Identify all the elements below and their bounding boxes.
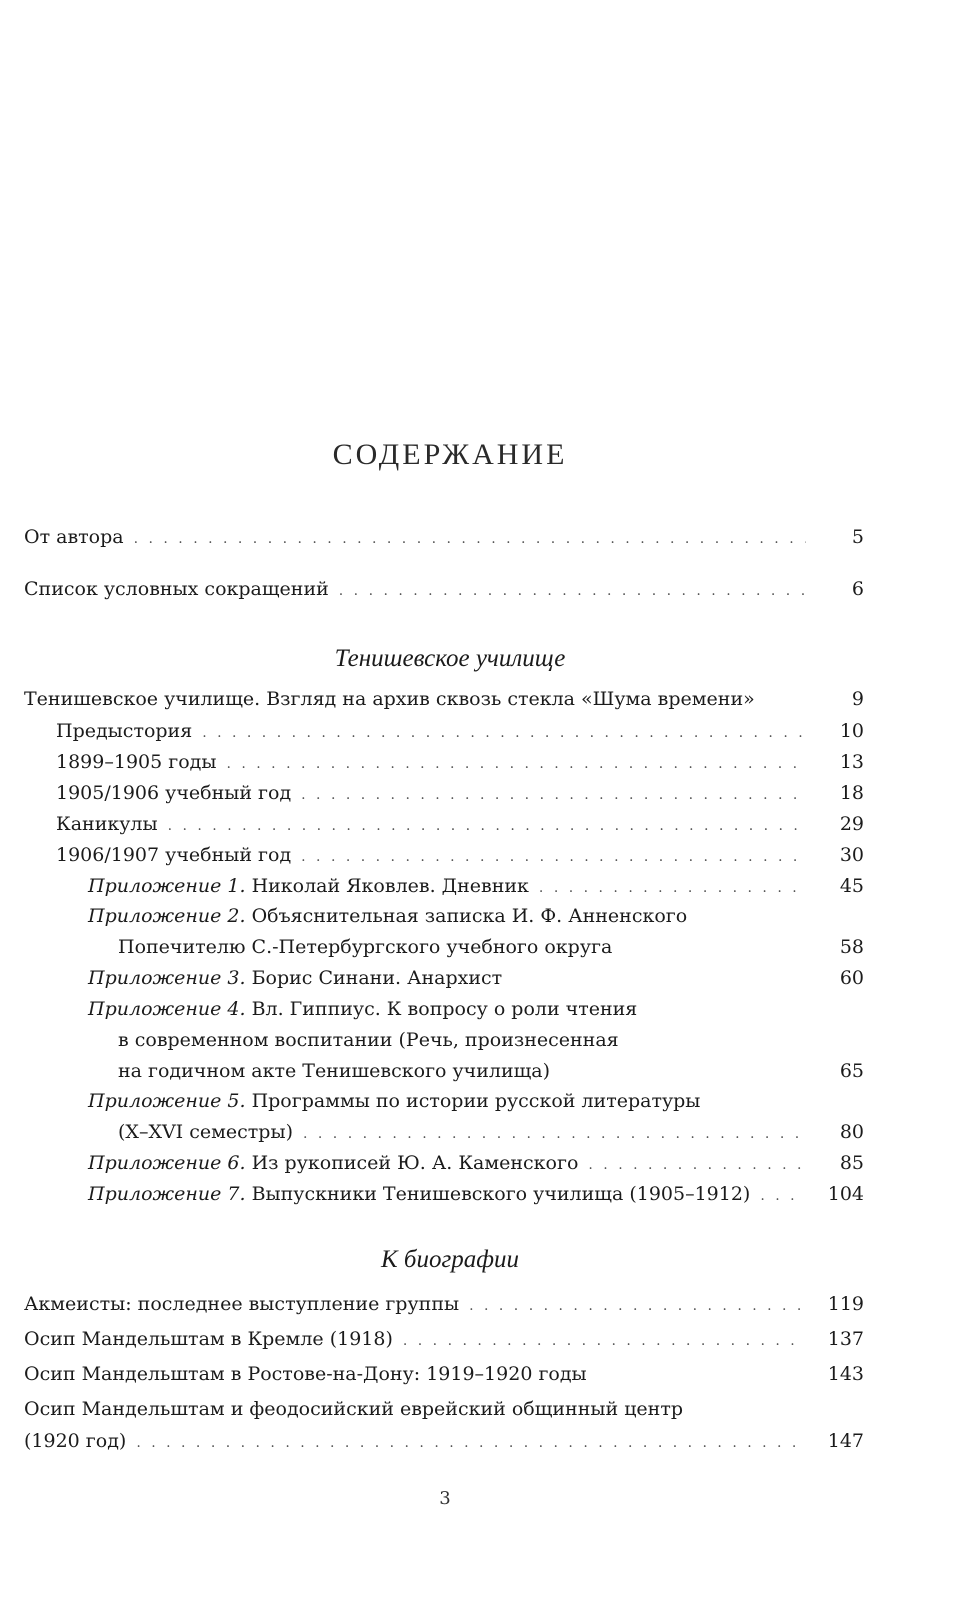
appendix-title: Николай Яковлев. Дневник [251, 875, 529, 897]
toc-entry-title: Список условных сокращений [24, 578, 329, 600]
dot-leader [202, 722, 806, 744]
toc-entry-appendix-4[interactable] [118, 1060, 864, 1084]
toc-entry-title [88, 967, 502, 989]
toc-entry-page: 60 [839, 967, 864, 989]
page-title: СОДЕРЖАНИЕ [332, 438, 568, 471]
toc-entry-title: Предыстория [56, 720, 193, 742]
toc-entry-title [88, 1152, 578, 1174]
toc-entry-appendix-7[interactable] [88, 1183, 864, 1207]
toc-entry-page: 143 [827, 1363, 864, 1385]
toc-entry-title [88, 875, 529, 897]
toc-entry-title: От автора [24, 526, 124, 548]
dot-leader [168, 815, 806, 837]
toc-entry-title: Каникулы [56, 813, 158, 835]
toc-entry-title [88, 1183, 750, 1205]
appendix-label: Приложение 1. [88, 875, 246, 897]
dot-leader [403, 1330, 806, 1352]
toc-entry-page: 80 [839, 1121, 864, 1143]
dot-leader [760, 1185, 806, 1207]
toc-entry[interactable] [56, 813, 864, 837]
toc-entry-page: 6 [851, 578, 864, 600]
toc-entry-page: 9 [851, 688, 864, 710]
toc-entry-appendix-4-line1[interactable] [88, 998, 637, 1020]
appendix-label: Приложение 5. [88, 1090, 246, 1112]
dot-leader [301, 784, 806, 806]
page-number: 3 [439, 1488, 451, 1509]
appendix-title-cont: в современном воспитании (Речь, произнесенная [118, 1029, 619, 1051]
toc-entry-page: 30 [839, 844, 864, 866]
dot-leader [588, 1154, 806, 1176]
toc-entry[interactable] [24, 1430, 864, 1454]
appendix-label: Приложение 3. [88, 967, 246, 989]
toc-entry-title: 1899–1905 годы [56, 751, 217, 773]
dot-leader [339, 580, 806, 602]
toc-entry-page: 5 [851, 526, 864, 548]
dot-leader [469, 1295, 806, 1317]
toc-entry[interactable] [24, 1328, 864, 1352]
toc-entry-title: 1905/1906 учебный год [56, 782, 292, 804]
toc-entry-page: 147 [827, 1430, 864, 1452]
dot-leader [134, 528, 806, 550]
toc-entry-appendix-5-line1[interactable] [88, 1090, 700, 1112]
appendix-title: Выпускники Тенишевского училища (1905–1912) [251, 1183, 751, 1205]
toc-entry-appendix-2[interactable] [118, 936, 864, 960]
toc-entry[interactable] [24, 688, 864, 712]
toc-entry[interactable] [24, 526, 864, 550]
toc-entry-page: 137 [827, 1328, 864, 1350]
appendix-title-cont: (X–XVI семестры) [118, 1121, 293, 1143]
appendix-title-cont: Попечителю С.-Петербургского учебного округа [118, 936, 613, 958]
toc-entry-title: Тенишевское училище. Взгляд на архив сквозь стекла «Шума времени» [24, 688, 755, 710]
dot-leader [136, 1432, 806, 1454]
section-title: К биографии [381, 1246, 519, 1273]
toc-entry[interactable] [24, 1293, 864, 1317]
dot-leader [301, 846, 806, 868]
toc-entry-page: 45 [839, 875, 864, 897]
dot-leader [226, 753, 806, 775]
appendix-label: Приложение 2. [88, 905, 246, 927]
toc-entry-page: 104 [827, 1183, 864, 1205]
toc-entry-title: Осип Мандельштам в Ростове-на-Дону: 1919–1920 годы [24, 1363, 587, 1385]
dot-leader [539, 877, 806, 899]
toc-entry-page: 18 [839, 782, 864, 804]
appendix-title: Объяснительная записка И. Ф. Анненского [251, 905, 688, 927]
appendix-label: Приложение 6. [88, 1152, 246, 1174]
appendix-label: Приложение 4. [88, 998, 246, 1020]
toc-entry-page: 65 [839, 1060, 864, 1082]
toc-entry[interactable] [24, 578, 864, 602]
toc-entry-page: 85 [839, 1152, 864, 1174]
toc-entry[interactable] [56, 844, 864, 868]
section-title: Тенишевское училище [334, 645, 566, 672]
appendix-title-cont: на годичном акте Тенишевского училища) [118, 1060, 551, 1082]
toc-entry-page: 13 [839, 751, 864, 773]
toc-entry-title-cont: (1920 год) [24, 1430, 127, 1452]
toc-entry-title: 1906/1907 учебный год [56, 844, 292, 866]
toc-entry-line1[interactable]: Осип Мандельштам и феодосийский еврейский общинный центр [24, 1398, 684, 1420]
toc-entry[interactable] [56, 751, 864, 775]
toc-entry-page: 29 [839, 813, 864, 835]
appendix-title: Борис Синани. Анархист [251, 967, 503, 989]
toc-entry[interactable] [56, 720, 864, 744]
toc-entry-appendix-6[interactable] [88, 1152, 864, 1176]
toc-entry-page: 119 [827, 1293, 864, 1315]
toc-entry-page: 58 [839, 936, 864, 958]
appendix-title: Вл. Гиппиус. К вопросу о роли чтения [251, 998, 638, 1020]
toc-entry-appendix-1[interactable] [88, 875, 864, 899]
appendix-title: Из рукописей Ю. А. Каменского [251, 1152, 579, 1174]
appendix-title: Программы по истории русской литературы [251, 1090, 701, 1112]
toc-entry-appendix-3[interactable] [88, 967, 864, 991]
toc-entry[interactable] [24, 1363, 864, 1387]
toc-entry-title: Осип Мандельштам в Кремле (1918) [24, 1328, 393, 1350]
toc-entry[interactable] [56, 782, 864, 806]
toc-entry-appendix-5[interactable] [118, 1121, 864, 1145]
toc-entry-appendix-2-line1[interactable] [88, 905, 687, 927]
appendix-label: Приложение 7. [88, 1183, 246, 1205]
toc-entry-title: Акмеисты: последнее выступление группы [24, 1293, 460, 1315]
dot-leader [303, 1123, 806, 1145]
toc-entry-page: 10 [839, 720, 864, 742]
